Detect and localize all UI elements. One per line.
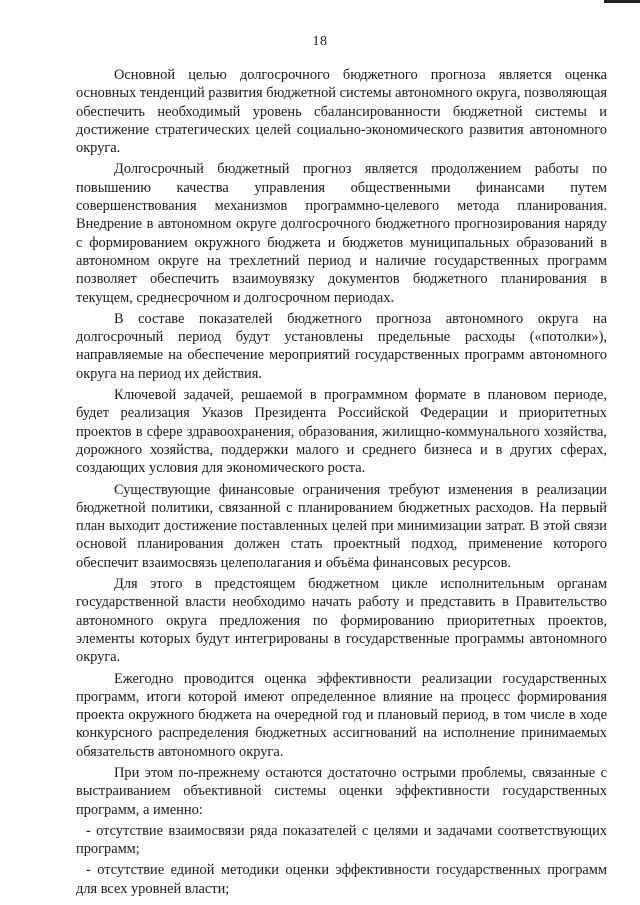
paragraph: В составе показателей бюджетного прогноза автономного округа на долгосрочный период будут установлены предельные расходы («потолки»), направляемые на обеспечение мероприятий государственных программ автономного округа на период их действия.	[76, 310, 607, 382]
paragraph: При этом по-прежнему остаются достаточно острыми проблемы, связанные с выстраиванием объективной системы оценки эффективности государственных программ, а именно:	[76, 764, 607, 818]
paragraph: Ключевой задачей, решаемой в программном формате в плановом периоде, будет реализация Указов Президента Российской Федерации и приоритетных проектов в сфере здравоохранения, образования, жилищно-коммунального хозяйства, дорожного хозяйства, поддержки малого и среднего бизнеса и в других сферах, создающих условия для экономического роста.	[76, 387, 607, 477]
paragraph: Основной целью долгосрочного бюджетного прогноза является оценка основных тенденций развития бюджетной системы автономного округа, позволяющая обеспечить необходимый уровень сбалансированности бюджетной системы и достижение стратегических целей социально-экономического развития автономного округа.	[76, 67, 607, 157]
list-item: - отсутствие единой методики оценки эффективности государственных программ для всех уровней власти;	[76, 862, 607, 897]
scan-corner-mark	[604, 0, 640, 3]
document-body	[76, 66, 607, 901]
paragraph: Для этого в предстоящем бюджетном цикле исполнительным органам государственной власти необходимо начать работу и представить в Правительство автономного округа предложения по формированию приоритетных проектов, элементы которых будут интегрированы в государственные программы автономного округа.	[76, 576, 607, 666]
paragraph: Долгосрочный бюджетный прогноз является продолжением работы по повышению качества управления общественными финансами путем совершенствования механизмов программно-целевого метода планирования. Внедрение в автономном округе долгосрочного бюджетного прогнозирования наряду с формированием окружного бюджета и бюджетов муниципальных образований в автономном округе на трехлетний период и наличие государственных программ позволяет обеспечить взаимоувязку документов бюджетного планирования в текущем, среднесрочном и долгосрочном периодах.	[76, 161, 607, 306]
paragraph: Ежегодно проводится оценка эффективности реализации государственных программ, итоги которой имеют определенное влияние на процесс формирования проекта окружного бюджета на очередной год и плановый период, в том числе в ходе конкурсного распределения бюджетных ассигнований на исполнение принимаемых обязательств автономного округа.	[76, 670, 607, 760]
page-number: 18	[312, 34, 328, 49]
list-item: - отсутствие взаимосвязи ряда показателей с целями и задачами соответствующих программ;	[76, 822, 607, 858]
paragraph: Существующие финансовые ограничения требуют изменения в реализации бюджетной политики, связанной с планированием бюджетных расходов. На первый план выходит достижение поставленных целей при минимизации затрат. В этой связи основой планирования должен стать проектный подход, применение которого обеспечит взаимосвязь целеполагания и объёма финансовых ресурсов.	[76, 481, 607, 571]
